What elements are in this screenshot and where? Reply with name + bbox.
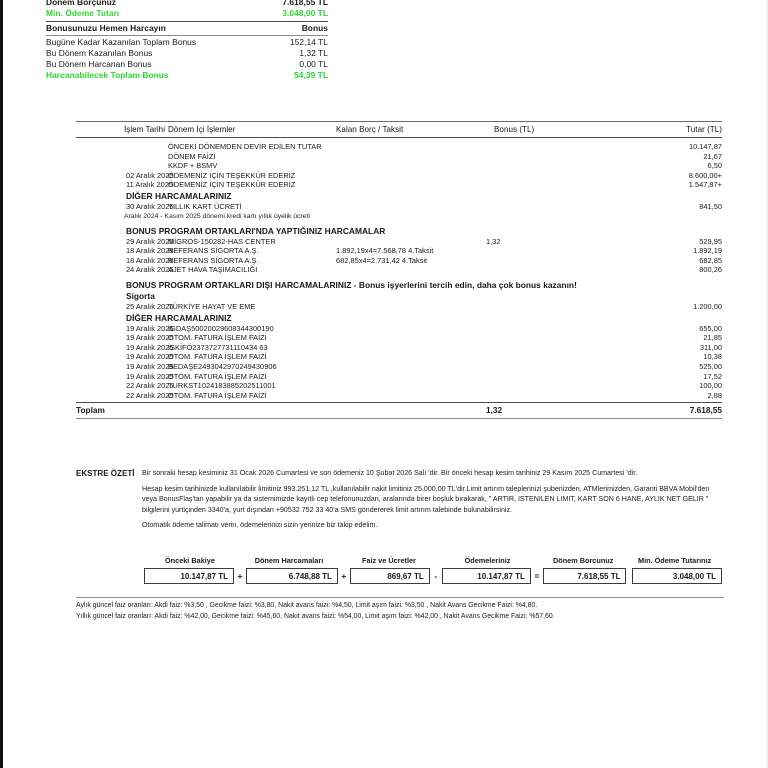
table-row [76,180,722,190]
cell-installment [336,180,476,190]
cell-bonus [476,171,606,181]
cell-bonus [476,246,606,256]
table-header [76,122,722,137]
table-row [76,362,722,372]
min-payment-value: 3.048,00 TL [282,8,328,18]
cell-amount: 1.547,87+ [688,180,722,190]
bonus-row-label: Bu Dönem Harcanan Bonus [46,59,152,69]
summary-paragraph: Bir sonraki hesap kesiminiz 31 Ocak 2026 Cumartesi ve son ödemeniz 10 Şubat 2026 Salı 'dir. Bir önceki hesap kesim tarihiniz 29 Kasım 2025 Cumartesi 'dir. [142,469,638,477]
bonus-row-earned-period [46,48,328,59]
transaction-block [76,225,722,275]
cell-bonus [476,256,606,266]
table-row [76,352,722,362]
table-row [76,202,722,212]
cell-description: DÖNEM FAİZİ [168,151,216,161]
table-row [76,152,722,162]
divider [46,35,328,36]
cell-date: 25 Aralık 2025 [126,302,174,312]
table-row [76,343,722,353]
cell-bonus: 1,32 [486,236,501,246]
footnote-yearly-rates: Yıllık güncel faiz oranları: Akdi faiz: %42,00, Gecikme faizi: %45,60, Nakit avans faizi: %54,00, Limit aşım faizi: %42,00 , Nakit Avans Gecikme Faizi: %57,60. [76,612,555,620]
table-row [76,391,722,401]
cell-installment [336,202,476,212]
col-header-bonus: Bonus (TL) [494,124,535,134]
cell-bonus [476,352,606,362]
calc-operator-minus: - [434,571,438,581]
table-row [76,381,722,391]
cell-amount: 800,26 [699,265,722,275]
cell-bonus [476,302,606,312]
cell-installment [336,302,476,312]
cell-date: 22 Aralık 2025 [126,381,174,391]
bonus-header-value: Bonus [301,23,328,33]
cell-bonus [476,142,606,152]
cell-installment: 1.892,19x4=7.568,78 4.Taksit [336,246,434,256]
cell-amount: 655,00 [699,323,722,333]
cell-date [76,142,168,152]
cell-bonus [476,362,606,372]
transaction-block [76,142,722,190]
calc-value-interest-fees: 869,67 TL [350,568,430,584]
cell-amount: 529,95 [699,236,722,246]
cell-installment [336,333,476,343]
calc-operator-plus-1: + [237,571,243,581]
cell-installment [336,381,476,391]
calc-value-previous-balance: 10.147,87 TL [144,568,234,584]
cell-bonus [476,372,606,382]
table-row [76,161,722,171]
cell-date: 19 Aralık 2025 [126,342,174,352]
cell-description: BEDAŞE2493042970249430906 [168,362,277,371]
min-payment-label: Min. Ödeme Tutarı [46,8,120,18]
calc-operator-equals: = [534,571,540,581]
calc-header-period-debt: Dönem Borcunuz [552,556,614,565]
cell-amount: 311,00 [699,342,722,352]
calc-value-payments: 10.147,87 TL [442,568,531,584]
total-label: Toplam [76,405,105,416]
cell-date: 19 Aralık 2025 [126,323,174,333]
cell-amount: 841,50 [699,202,722,212]
cell-amount: 10.147,87 [688,142,722,152]
bonus-row-label: Bugüne Kadar Kazanılan Toplam Bonus [46,37,197,47]
cell-installment [336,343,476,353]
transaction-block [76,312,722,401]
cell-bonus [476,381,606,391]
cell-date [76,161,168,171]
section-title: BONUS PROGRAM ORTAKLARI DIŞI HARCAMALARINIZ - Bonus işyerlerini tercih edin, daha çok bonus kazanın! [126,280,577,291]
cell-amount: 525,00 [699,362,722,371]
cell-installment [336,152,476,162]
transactions-table [76,121,722,420]
section-title: DİĞER HARCAMALARINIZ [126,191,232,202]
cell-date: 18 Aralık 2025 [126,255,174,265]
table-row [76,302,722,312]
table-row [76,171,722,181]
min-payment-row [46,8,328,19]
col-header-date: İşlem Tarihi [124,124,166,134]
bonus-summary-block [46,0,328,81]
bonus-header-row [46,23,328,34]
cell-installment [336,265,476,275]
statement-summary-label: EKSTRE ÖZETİ [76,469,135,478]
cell-date [76,152,168,162]
cell-bonus [476,324,606,334]
interest-rate-footnotes [76,597,724,622]
cell-description: KKDF + BSMV [168,161,218,171]
table-total-row [76,403,722,417]
bonus-row-earned-total [46,37,328,48]
cell-amount: 21,67 [703,151,722,161]
cell-bonus [476,180,606,190]
period-debt-value: 7.618,55 TL [282,0,328,7]
cell-amount: 6,50 [707,161,722,171]
table-row [76,324,722,334]
cell-description: OTOM. FATURA İŞLEM FAİZİ [168,371,267,381]
bonus-row-label: Bu Dönem Kazanılan Bonus [46,48,153,58]
cell-amount: 682,85 [699,255,722,265]
cell-amount: 8.600,00+ [688,170,722,180]
calc-value-period-debt: 7.618,55 TL [543,568,627,584]
cell-amount: 2,88 [707,390,722,400]
calc-header-period-spending: Dönem Harcamaları [254,556,324,565]
cell-amount: 1.892,19 [693,246,722,256]
cell-installment: 682,85x4=2.731,42 4.Taksit [336,255,428,265]
cell-date: 19 Aralık 2025 [126,333,174,343]
cell-installment [336,237,476,247]
statement-summary-body [142,468,720,531]
cell-description: MİGROS-150282-HAS CENTER [168,236,276,246]
cell-date: 19 Aralık 2025 [126,352,174,362]
cell-bonus [476,265,606,275]
divider [46,21,328,22]
table-row [76,265,722,275]
summary-paragraph: Hesap kesim tarihinizde kullanılabilir limitiniz 993.251,12 TL ,kullanılabilir nakit limitiniz 25.000,00 TL'dir.Limit artırım taleplerinizi şubenizden, ATMlerimizden, Garanti BBVA Mobil'den veya BonusFlaş'tan yapabilir ya da sistemimizde kayıtlı cep telefonunuzdan, aralarında birer boşluk bırakarak, " ARTIR, ISTENILEN LIMIT, KART SON 6 HANE, AYLIK NET GELIR " bilgilerini yurtiçinden 3340'a, yurt dışından +90532 752 33 40'a SMS göndererek limit artırım talebinde bulunabilirsiniz. [142,484,710,514]
transaction-note: Aralık 2024 - Kasım 2025 dönemi kredi kartı yıllık üyelik ücreti [124,212,310,220]
cell-date: 30 Aralık 2025 [126,202,174,212]
calc-header-payments: Ödemeleriniz [464,556,511,565]
cell-installment [336,171,476,181]
cell-description: YILLIK KART ÜCRETİ [168,202,242,212]
bonus-header-label: Bonusunuzu Hemen Harcayın [46,23,166,33]
cell-bonus [476,202,606,212]
footnote-rule [76,597,724,598]
col-header-installment: Kalan Borç / Taksit [336,124,404,134]
calc-header-interest-fees: Faiz ve Ücretler [361,556,416,565]
cell-date: 11 Aralık 2025 [126,180,173,190]
calc-value-min-payment: 3.048,00 TL [632,568,722,584]
table-row [76,237,722,247]
cell-date: 19 Aralık 2025 [126,371,174,381]
bonus-row-value: 152,14 TL [289,37,328,47]
transaction-block [76,279,722,312]
bonus-row-spent-period [46,59,328,70]
cell-date: 24 Aralık 2025 [126,265,174,275]
calculation-values [144,568,722,584]
cell-installment [336,324,476,334]
section-title: BONUS PROGRAM ORTAKLARI'NDA YAPTIĞINIZ HARCAMALAR [126,225,386,236]
cell-description: TÜRKİYE HAYAT VE EME [168,302,256,312]
summary-paragraph: Otomatik ödeme talimatı verin, ödemelerinizi sizin yerinize biz takip edelim. [142,521,378,530]
bonus-row-value: 1,32 TL [299,48,328,58]
table-row [76,372,722,382]
table-row [76,333,722,343]
cell-date: 19 Aralık 2025 [126,362,174,371]
cell-description: AJET HAVA TAŞIMACILIĞI [168,265,258,275]
cell-amount: 21,85 [703,333,722,343]
cell-date: 29 Aralık 2025 [126,236,174,246]
cell-installment [336,362,476,372]
cell-bonus [476,152,606,162]
bonus-row-value: 0,00 TL [299,59,328,69]
table-bottom-rule [76,418,722,419]
cell-date: 22 Aralık 2025 [126,390,174,400]
cell-bonus [476,161,606,171]
calc-operator-plus-2: + [341,571,347,581]
total-amount: 7.618,55 [689,405,722,416]
cell-description: İSKİFÖ2373727731110434 63 [168,342,268,352]
cell-bonus [476,333,606,343]
cell-description: REFERANS SİGORTA A.Ş. [168,246,259,256]
cell-amount: 1.200,00 [693,302,722,312]
col-header-description: Dönem İçi İşlemler [168,124,236,134]
bonus-row-value: 54,39 TL [294,70,328,80]
cell-bonus [476,343,606,353]
bonus-row-label: Harcanabilecek Toplam Bonus [46,70,169,80]
cell-description: ÖDEMENİZ İÇİN TEŞEKKÜR EDERİZ [168,180,296,190]
cell-installment [336,352,476,362]
calc-header-min-payment: Min. Ödeme Tutarınız [638,556,712,565]
calc-value-period-spending: 6.748,88 TL [246,568,338,584]
footnote-monthly-rates: Aylık güncel faiz oranları: Akdi faiz: %3,50 , Gecikme faizi: %3,80, Nakit avans faizi: %4,50, Limit aşım faizi: %3,50 , Nakit Avans Gecikme Faizi: %4,80. [76,602,538,609]
page-left-edge [0,0,3,768]
transaction-block [76,190,722,221]
table-row [76,246,722,256]
section-title: DİĞER HARCAMALARINIZ [126,312,232,323]
cell-description: ÖDEMENİZ İÇİN TEŞEKKÜR EDERİZ [168,170,296,180]
cell-bonus [476,391,606,401]
bonus-row-spendable-total [46,70,328,81]
calc-header-previous-balance: Önceki Bakiye [165,556,215,565]
cell-amount: 10,38 [703,352,722,362]
cell-description: TURKST1024183885202511001 [168,381,276,391]
statement-summary [76,468,724,531]
cell-installment [336,372,476,382]
cell-description: OTOM. FATURA İŞLEM FAİZİ [168,390,267,400]
period-debt-label: Dönem Borçunuz [46,0,117,7]
col-header-amount: Tutar (TL) [686,124,722,134]
cell-date: 18 Aralık 2025 [126,246,174,256]
section-subtitle: Sigorta [126,291,155,302]
period-debt-row [46,0,328,8]
cell-date: 02 Aralık 2025 [126,170,174,180]
table-row [76,256,722,266]
cell-amount: 17,52 [703,371,722,381]
calculation-headers [144,556,722,566]
cell-installment [336,142,476,152]
cell-description: OTOM. FATURA İŞLEM FAİZİ [168,352,267,362]
cell-installment [336,391,476,401]
cell-description: REFERANS SİGORTA A.Ş. [168,255,259,265]
total-bonus: 1,32 [486,405,503,416]
cell-description: İGDAŞ50020029608344300190 [168,323,274,333]
table-row [76,142,722,152]
cell-description: OTOM. FATURA İŞLEM FAİZİ [168,333,267,343]
cell-description: ÖNCEKİ DÖNEMDEN DEVİR EDİLEN TUTAR [168,142,322,152]
cell-installment [336,161,476,171]
balance-calculation [144,556,722,584]
cell-amount: 100,00 [699,381,722,391]
